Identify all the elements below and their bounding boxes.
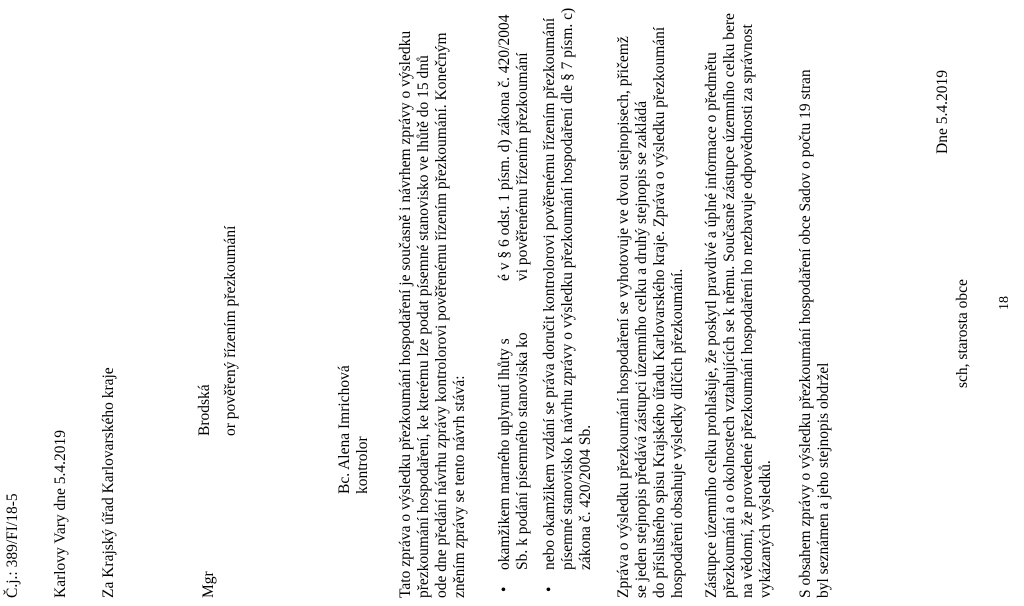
official-title: Mgr [200,571,217,598]
bullet-symbol: • [496,586,513,592]
bullet2-line: písemné stanovisko k návrhu zprávy o výsledku přezkoumání hospodaření dle § 7 písm. c) [559,7,576,570]
place-date: Karlovy Vary dne 5.4.2019 [52,429,69,598]
bullet1-left-line: Sb. k podání písemného stanoviska ko [514,332,531,570]
para2-line: do příslušného spisu Krajského úřadu Karlovarského kraje. Zpráva o výsledku přezkoumání [651,26,668,598]
para1-line: přezkoumání hospodaření, ke kterému lze podat písemné stanovisko ve lhůtě do 15 dnů [415,55,432,598]
para3-line: vykázaných výsledků. [757,460,774,598]
para4-line: S obsahem zprávy o výsledku přezkoumání hospodaření obce Sadov o počtu 19 stran [797,69,814,598]
controller-role: kontrolor [354,436,371,494]
bullet1-left-line: okamžikem marného uplynutí lhůty s [496,338,513,570]
bullet1-right-line: vi pověřenému řízením přezkoumání [514,52,531,281]
para1-line: ode dne předání návrhu zprávy kontrolorovi pověřenému řízením přezkoumání. Konečným [433,32,450,598]
para2-line: Zpráva o výsledku přezkoumání hospodaření se vyhotovuje ve dvou stejnopisech, přičemž [615,36,632,598]
para1-line: Tato zpráva o výsledku přezkoumání hospodaření je současně i návrhem zprávy o výsledku [397,30,414,598]
bullet1-right-line: é v § 6 odst. 1 písm. d) zákona č. 420/2004 [496,14,513,281]
para3-line: přezkoumání a o okolnostech vztahujících se k němu. Současně zástupce územního celku bere [721,13,738,598]
bullet2-line: nebo okamžikem vzdání se práva doručit kontrolorovi pověřenému řízením přezkoumání [541,17,558,570]
controller-name: Bc. Alena Imrichová [336,365,353,494]
page-number: 18 [997,296,1012,310]
signature-date: Dne 5.4.2019 [934,70,951,154]
para3-line: na vědomí, že provedené přezkoumání hospodaření ho nezbavuje odpovědnosti za správnost [739,24,756,598]
para1-line: zněním zprávy se tento návrh stává: [451,375,468,598]
para3-line: Zástupce územního celku prohlašuje, že poskytl pravdivé a úplné informace o předmětu [703,52,720,598]
reference-number: Č.j.: 389/FI/18-5 [4,493,21,598]
mayor-signature-line: sch, starosta obce [954,279,971,388]
authority: Za Krajský úřad Karlovarského kraje [100,367,117,598]
para4-line: byl seznámen a jeho stejnopis obdržel [815,362,832,598]
official-role: or pověřený řízením přezkoumání [222,225,239,436]
para2-line: hospodaření obsahuje výsledky dílčích přezkoumání. [669,268,686,598]
para2-line: se jeden stejnopis předává zástupci územního celku a druhý stejnopis se zakládá [633,100,650,598]
bullet2-line: zákona č. 420/2004 Sb. [577,424,594,570]
official-name: Brodská [196,384,213,436]
bullet-symbol: • [541,586,558,592]
